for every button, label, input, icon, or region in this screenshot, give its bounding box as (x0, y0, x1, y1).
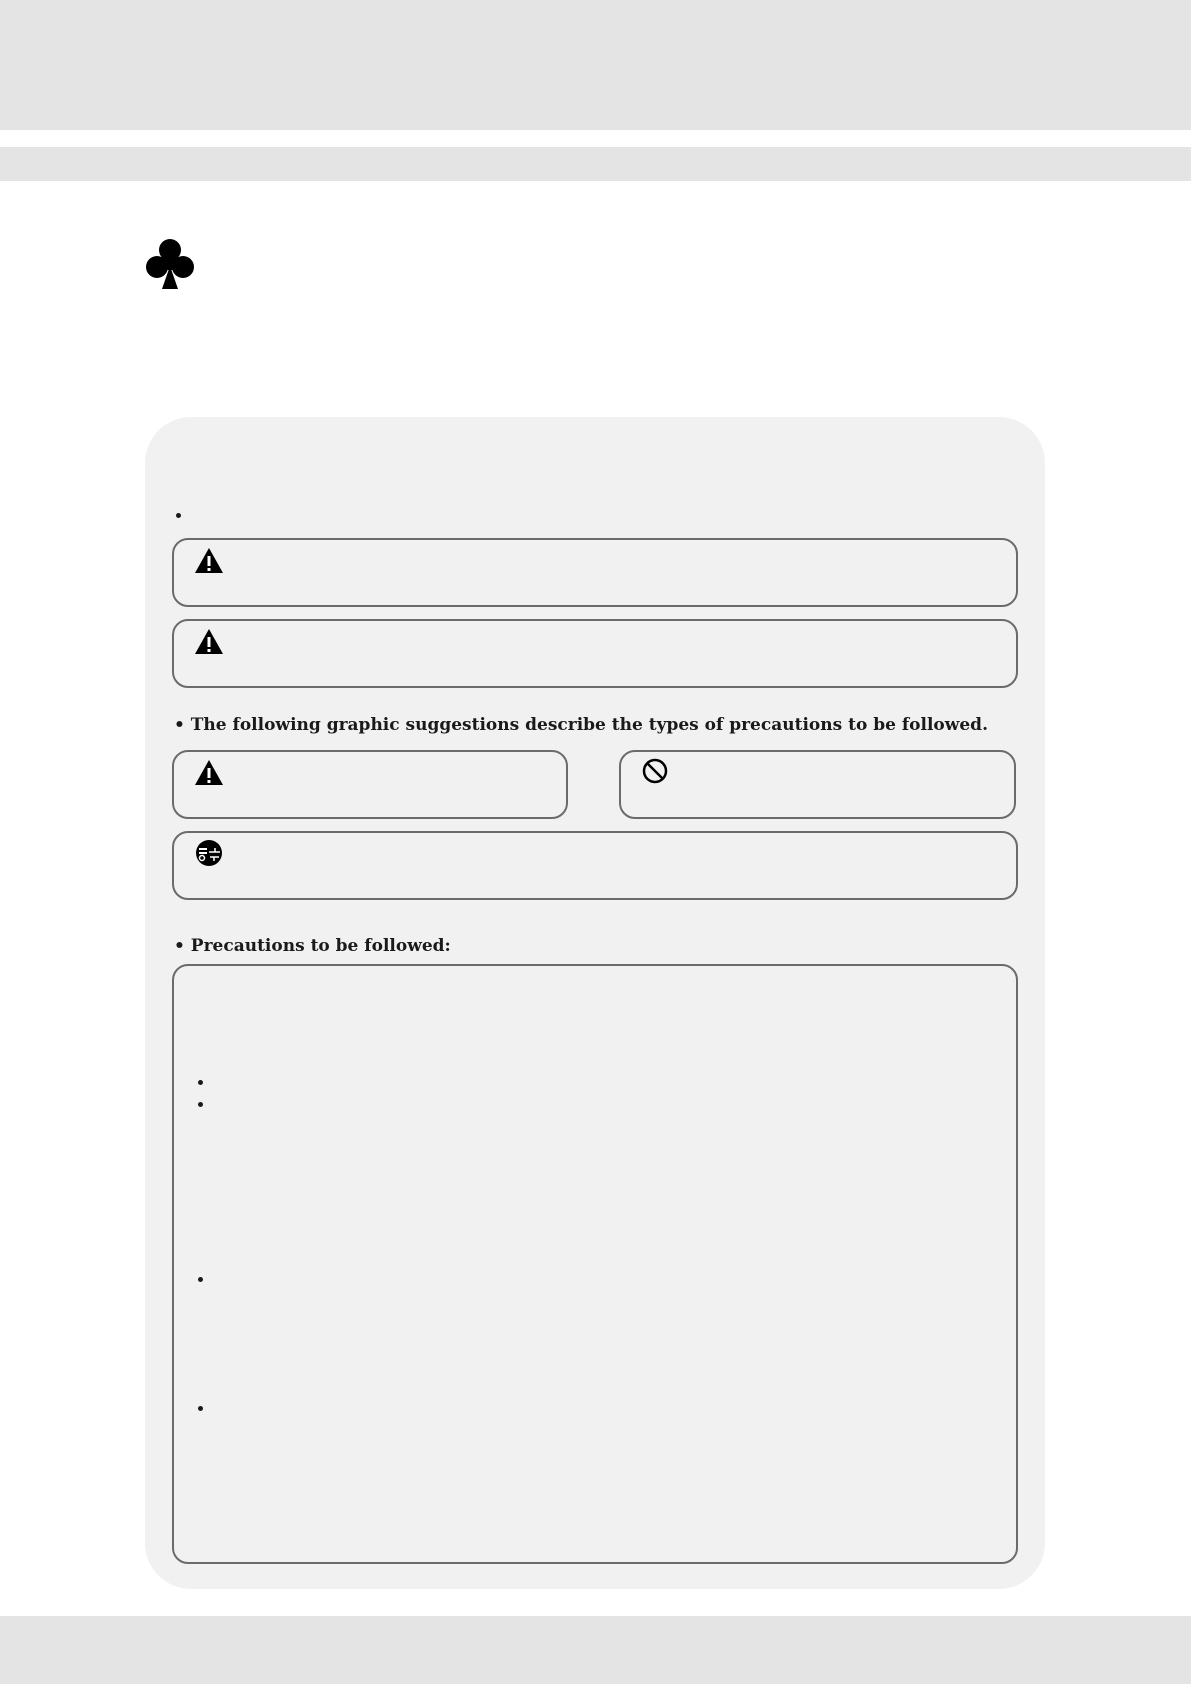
club-suit-icon (146, 238, 194, 290)
warning-triangle-icon (194, 627, 224, 657)
subheader-band (0, 147, 1191, 181)
bullet-dot (176, 513, 181, 518)
caution-symbol-box (172, 750, 568, 819)
footer-band (0, 1616, 1191, 1684)
prohibition-symbol-box (619, 750, 1016, 819)
caution-box (172, 619, 1018, 688)
warning-triangle-icon (194, 546, 224, 576)
list-item-bullet (198, 1102, 203, 1107)
unplug-power-icon (195, 839, 223, 867)
warning-box (172, 538, 1018, 607)
warning-triangle-icon (194, 758, 224, 788)
safety-precautions-panel (145, 417, 1045, 1589)
precautions-label: • Precautions to be followed: (174, 936, 451, 956)
prohibition-icon (642, 758, 668, 784)
header-band (0, 0, 1191, 130)
unplug-symbol-box (172, 831, 1018, 900)
graphic-suggestions-label: • The following graphic suggestions describe the types of precautions to be followed. (174, 715, 988, 735)
list-item-bullet (198, 1406, 203, 1411)
precautions-list-box (172, 964, 1018, 1564)
list-item-bullet (198, 1277, 203, 1282)
list-item-bullet (198, 1080, 203, 1085)
